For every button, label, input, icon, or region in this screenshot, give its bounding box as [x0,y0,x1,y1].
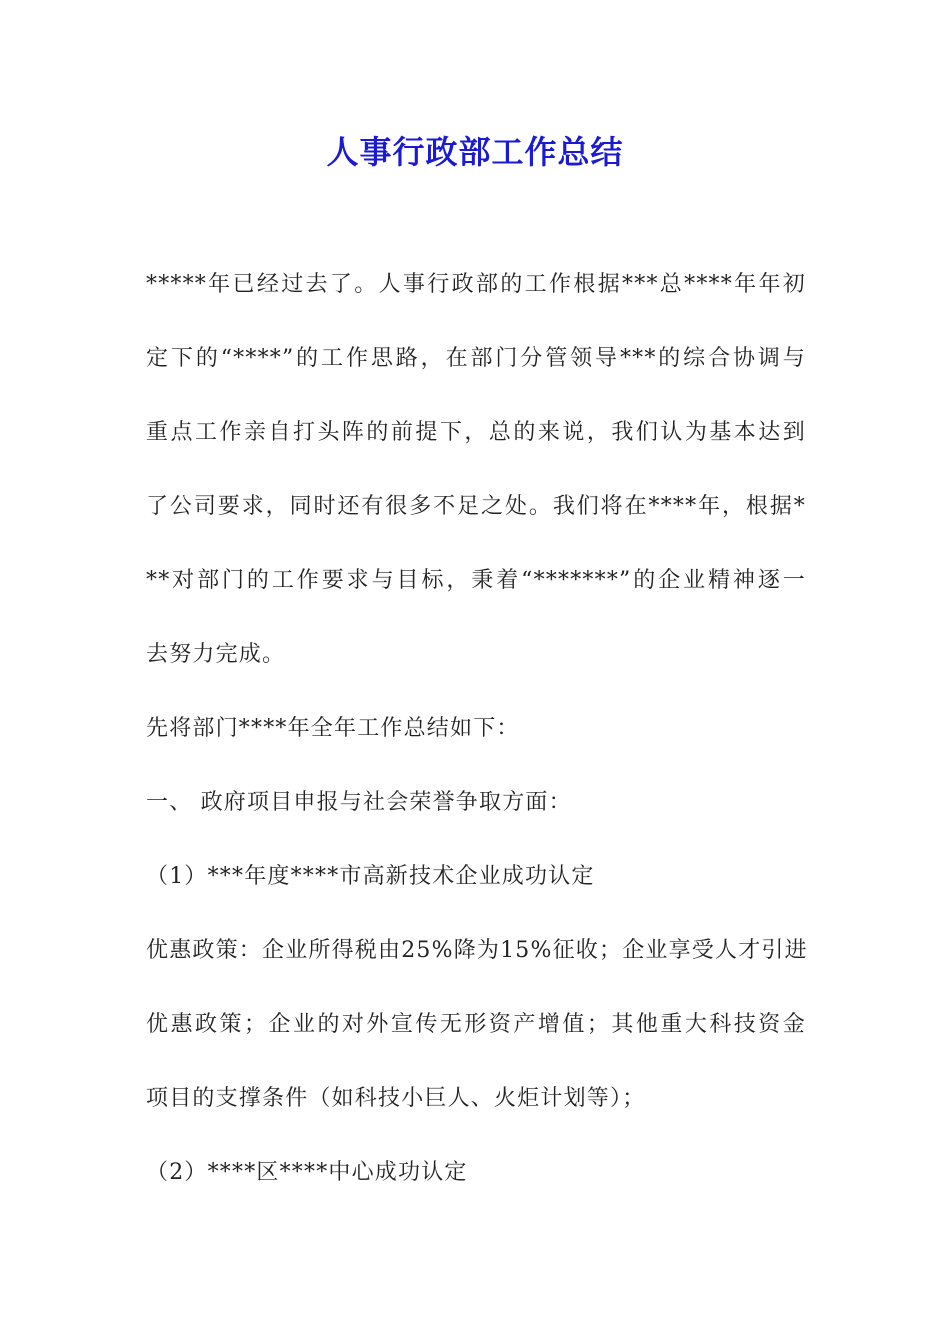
summary-intro-line: 先将部门****年全年工作总结如下： [146,716,520,741]
paragraph-line: 优惠政策：企业所得税由25%降为15%征收；企业享受人才引进 [146,938,808,963]
paragraph-line: 定下的“****”的工作思路，在部门分管领导***的综合协调与 [146,346,806,371]
paragraph-line: 去努力完成。 [146,642,286,667]
paragraph-line: 优惠政策；企业的对外宣传无形资产增值；其他重大科技资金 [146,1012,806,1037]
document-title: 人事行政部工作总结 [326,133,624,171]
document-body [146,263,806,1225]
paragraph-line: **对部门的工作要求与目标，秉着“*******”的企业精神逐一 [146,568,806,593]
subsection-heading: （1）***年度****市高新技术企业成功认定 [146,864,595,889]
paragraph-line: 重点工作亲自打头阵的前提下，总的来说，我们认为基本达到 [146,420,806,445]
subsection-heading: （2）****区****中心成功认定 [146,1160,468,1185]
paragraph-line: 项目的支撑条件（如科技小巨人、火炬计划等）； [146,1086,646,1111]
paragraph-line: *****年已经过去了。人事行政部的工作根据***总****年年初 [146,272,806,297]
paragraph-line: 了公司要求，同时还有很多不足之处。我们将在****年，根据* [146,494,806,519]
section-heading: 一、 政府项目申报与社会荣誉争取方面： [146,790,572,815]
